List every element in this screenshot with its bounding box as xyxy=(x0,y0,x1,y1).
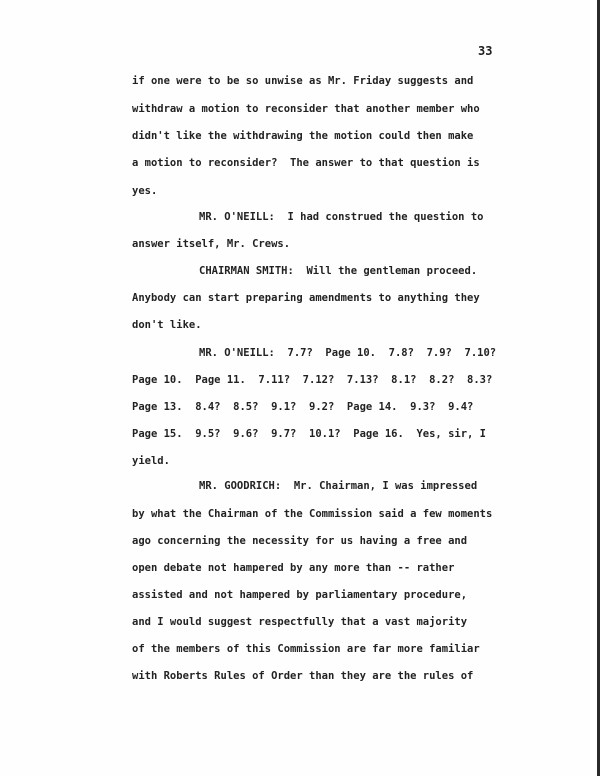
text-line: if one were to be so unwise as Mr. Friday suggests and xyxy=(132,75,474,87)
text-line: didn't like the withdrawing the motion could then make xyxy=(132,130,474,142)
text-line: ago concerning the necessity for us having a free and xyxy=(132,535,468,547)
text-line: Page 13. 8.4? 8.5? 9.1? 9.2? Page 14. 9.3? 9.4? xyxy=(132,401,474,413)
text-line: yes. xyxy=(132,185,158,197)
text-line: and I would suggest respectfully that a vast majority xyxy=(132,616,468,628)
text-line: Page 15. 9.5? 9.6? 9.7? 10.1? Page 16. Yes, sir, I xyxy=(132,428,487,440)
text-line: by what the Chairman of the Commission said a few moments xyxy=(132,508,493,520)
text-line: answer itself, Mr. Crews. xyxy=(132,238,291,250)
speaker-line: MR. GOODRICH: Mr. Chairman, I was impressed xyxy=(199,480,478,492)
speaker-line: CHAIRMAN SMITH: Will the gentleman proceed. xyxy=(199,265,478,277)
page-number: 33 xyxy=(478,44,493,58)
text-line: with Roberts Rules of Order than they are the rules of xyxy=(132,670,474,682)
text-line: a motion to reconsider? The answer to that question is xyxy=(132,157,480,169)
text-line: of the members of this Commission are far more familiar xyxy=(132,643,480,655)
speaker-line: MR. O'NEILL: I had construed the question to xyxy=(199,211,484,223)
text-line: Anybody can start preparing amendments to anything they xyxy=(132,292,480,304)
text-line: don't like. xyxy=(132,319,202,331)
text-line: open debate not hampered by any more than -- rather xyxy=(132,562,455,574)
text-line: withdraw a motion to reconsider that another member who xyxy=(132,103,480,115)
text-line: yield. xyxy=(132,455,170,467)
text-line: Page 10. Page 11. 7.11? 7.12? 7.13? 8.1? 8.2? 8.3? xyxy=(132,374,493,386)
speaker-line: MR. O'NEILL: 7.7? Page 10. 7.8? 7.9? 7.10? xyxy=(199,347,497,359)
text-line: assisted and not hampered by parliamentary procedure, xyxy=(132,589,468,601)
